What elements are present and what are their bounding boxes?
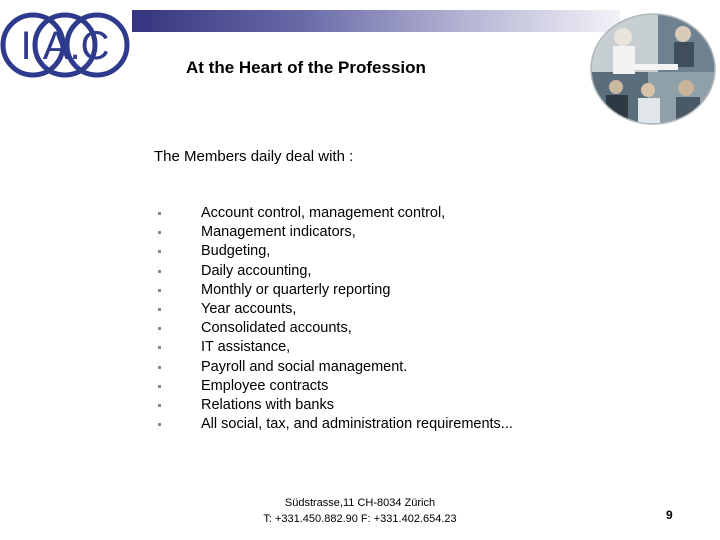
bullet-icon [158, 366, 161, 369]
bullet-icon [158, 250, 161, 253]
bullet-icon [158, 308, 161, 311]
bullet-text: Year accounts, [201, 300, 297, 317]
bullet-icon [158, 346, 161, 349]
bullet-icon [158, 212, 161, 215]
slide-title: At the Heart of the Profession [186, 58, 426, 77]
intro-text: The Members daily deal with : [154, 148, 354, 165]
bullet-icon [158, 385, 161, 388]
photo-collage [588, 12, 718, 127]
bullet-text: Relations with banks [201, 396, 334, 413]
svg-text:I.A.C: I.A.C [20, 24, 110, 68]
bullet-text: Daily accounting, [201, 262, 312, 279]
bullet-text: Account control, management control, [201, 205, 446, 221]
footer-phone-fax: T: +331.450.882.90 F: +331.402.654.23 [263, 513, 457, 525]
iac-logo [0, 0, 130, 95]
bullet-icon [158, 270, 161, 273]
bullet-icon [158, 404, 161, 407]
bullet-icon [158, 327, 161, 330]
bullet-icon [158, 423, 161, 426]
bullet-text: Consolidated accounts, [201, 320, 352, 337]
bullet-text: All social, tax, and administration requirements... [201, 416, 513, 433]
header-gradient-bar [132, 10, 620, 32]
footer-contact [230, 495, 490, 527]
bullet-text: Management indicators, [201, 224, 356, 241]
footer-address: Südstrasse,11 CH-8034 Zürich [284, 497, 436, 509]
bullet-text: IT assistance, [201, 339, 291, 356]
bullet-text: Employee contracts [201, 377, 329, 394]
bullet-text: Budgeting, [201, 243, 271, 260]
bullet-text: Payroll and social management. [201, 358, 408, 375]
page-number: 9 [666, 508, 673, 522]
bullet-text: Monthly or quarterly reporting [201, 281, 391, 298]
bullet-icon [158, 231, 161, 234]
bullet-icon [158, 289, 161, 292]
